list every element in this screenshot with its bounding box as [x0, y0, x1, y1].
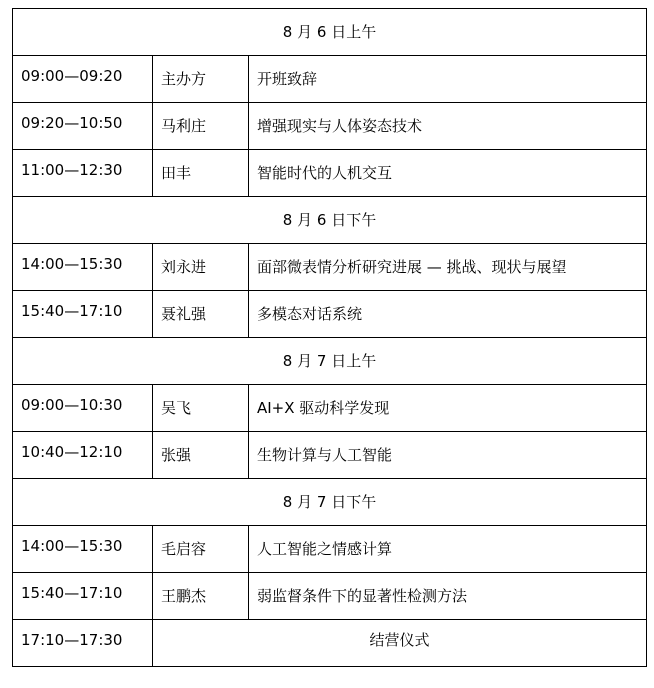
table-row [13, 103, 647, 150]
speaker-cell: 吴飞 [153, 385, 249, 432]
table-row [13, 291, 647, 338]
speaker-cell: 田丰 [153, 150, 249, 197]
section-header-row [13, 9, 647, 56]
speaker-cell: 毛启容 [153, 526, 249, 573]
time-cell: 09:00—10:30 [13, 385, 153, 432]
speaker-cell: 聂礼强 [153, 291, 249, 338]
table-row [13, 385, 647, 432]
speaker-cell: 主办方 [153, 56, 249, 103]
speaker-cell: 张强 [153, 432, 249, 479]
topic-cell: 面部微表情分析研究进展 — 挑战、现状与展望 [249, 244, 647, 291]
topic-cell: 开班致辞 [249, 56, 647, 103]
section-header-row [13, 197, 647, 244]
table-row [13, 526, 647, 573]
time-cell: 15:40—17:10 [13, 291, 153, 338]
section-title: 8 月 7 日上午 [13, 338, 647, 385]
topic-cell: 人工智能之情感计算 [249, 526, 647, 573]
section-title: 8 月 6 日下午 [13, 197, 647, 244]
topic-cell: 弱监督条件下的显著性检测方法 [249, 573, 647, 620]
time-cell: 11:00—12:30 [13, 150, 153, 197]
table-row [13, 150, 647, 197]
time-cell: 10:40—12:10 [13, 432, 153, 479]
topic-cell: 增强现实与人体姿态技术 [249, 103, 647, 150]
time-cell: 09:00—09:20 [13, 56, 153, 103]
schedule-table [12, 8, 647, 667]
time-cell: 17:10—17:30 [13, 620, 153, 667]
section-header-row [13, 479, 647, 526]
section-title: 8 月 6 日上午 [13, 9, 647, 56]
closing-row [13, 620, 647, 667]
topic-cell: 智能时代的人机交互 [249, 150, 647, 197]
section-header-row [13, 338, 647, 385]
table-row [13, 56, 647, 103]
table-row [13, 432, 647, 479]
topic-cell: AI+X 驱动科学发现 [249, 385, 647, 432]
topic-cell: 多模态对话系统 [249, 291, 647, 338]
table-row [13, 573, 647, 620]
time-cell: 15:40—17:10 [13, 573, 153, 620]
speaker-cell: 马利庄 [153, 103, 249, 150]
table-row [13, 244, 647, 291]
section-title: 8 月 7 日下午 [13, 479, 647, 526]
time-cell: 14:00—15:30 [13, 526, 153, 573]
speaker-cell: 刘永进 [153, 244, 249, 291]
time-cell: 14:00—15:30 [13, 244, 153, 291]
speaker-cell: 王鹏杰 [153, 573, 249, 620]
closing-ceremony-cell: 结营仪式 [153, 620, 647, 667]
time-cell: 09:20—10:50 [13, 103, 153, 150]
topic-cell: 生物计算与人工智能 [249, 432, 647, 479]
